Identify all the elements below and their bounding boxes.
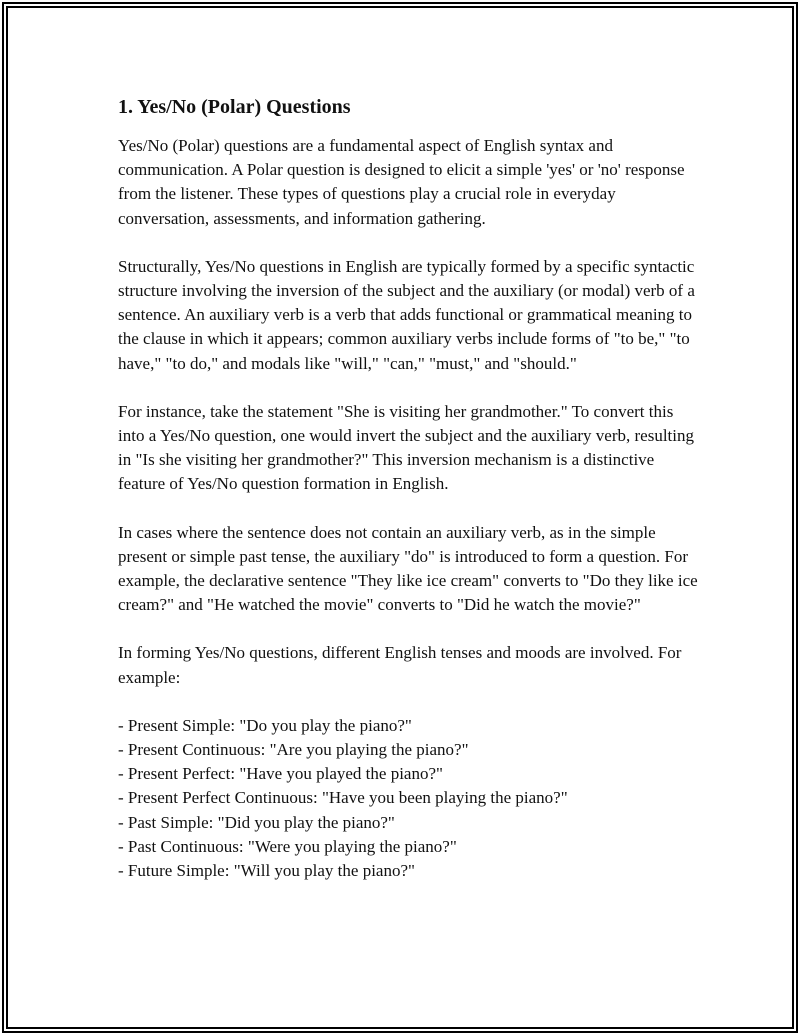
- list-item: - Past Simple: "Did you play the piano?": [118, 812, 395, 832]
- list-item: - Future Simple: "Will you play the piano?": [118, 861, 415, 881]
- tense-examples-list: [118, 714, 698, 883]
- list-item: - Past Continuous: "Were you playing the piano?": [118, 836, 457, 856]
- list-item: - Present Perfect Continuous: "Have you been playing the piano?": [118, 788, 568, 808]
- list-item: - Present Simple: "Do you play the piano?": [118, 715, 412, 735]
- document-body: [118, 94, 698, 883]
- list-item: - Present Perfect: "Have you played the piano?": [118, 764, 443, 784]
- paragraph-do-support: In cases where the sentence does not contain an auxiliary verb, as in the simple present or simple past tense, the auxiliary "do" is introduced to form a question. For example, the declarative sentence "They like ice cream" converts to "Do they like ice cream?" and "He watched the movie" converts to "Did he watch the movie?": [118, 522, 698, 615]
- paragraph-intro: Yes/No (Polar) questions are a fundamental aspect of English syntax and communication. A Polar question is designed to elicit a simple 'yes' or 'no' response from the listener. These types of questions play a crucial role in everyday conversation, assessments, and information gathering.: [118, 136, 685, 228]
- list-item: - Present Continuous: "Are you playing the piano?": [118, 740, 469, 760]
- section-heading: 1. Yes/No (Polar) Questions: [118, 96, 351, 118]
- paragraph-structure: Structurally, Yes/No questions in English are typically formed by a specific syntactic structure involving the inversion of the subject and the auxiliary (or modal) verb of a sentence. An auxiliary verb is a verb that adds functional or grammatical meaning to the clause in which it appears; common auxiliary verbs include forms of "to be," "to have," "to do," and modals like "will," "can," "must," and "should.": [118, 256, 695, 373]
- paragraph-example-inversion: For instance, take the statement "She is visiting her grandmother." To convert this into a Yes/No question, one would invert the subject and the auxiliary verb, resulting in "Is she visiting her grandmother?" This inversion mechanism is a distinctive feature of Yes/No question formation in English.: [118, 401, 695, 494]
- paragraph-tenses-intro: In forming Yes/No questions, different English tenses and moods are involved. For example:: [118, 643, 682, 687]
